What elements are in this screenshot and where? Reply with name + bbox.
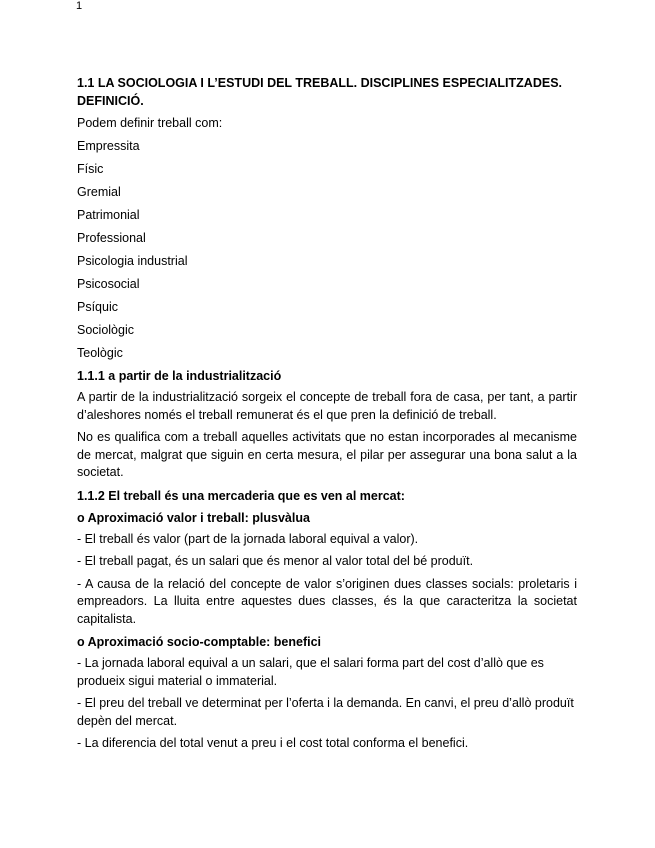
bullet-paragraph: - El treball pagat, és un salari que és menor al valor total del bé produït. bbox=[77, 554, 474, 568]
list-item: Empressita bbox=[77, 139, 140, 153]
list-item: Psicologia industrial bbox=[77, 254, 188, 268]
paragraph: A partir de la industrialització sorgeix el concepte de treball fora de casa, per tant, a partir d’aleshores només el treball remunerat és el que pren la definició de treball. bbox=[77, 390, 577, 422]
sub-subsection-title-benefici: o Aproximació socio-comptable: benefici bbox=[77, 635, 322, 649]
intro-text: Podem definir treball com: bbox=[77, 116, 223, 130]
bullet-paragraph: - El preu del treball ve determinat per l’oferta i la demanda. En canvi, el preu d’allò produït depèn del mercat. bbox=[77, 696, 574, 728]
list-item: Físic bbox=[77, 162, 104, 176]
subsection-title-1-1-2: 1.1.2 El treball és una mercaderia que es ven al mercat: bbox=[77, 488, 405, 503]
list-item: Gremial bbox=[77, 185, 121, 199]
subsection-title-1-1-1: 1.1.1 a partir de la industrialització bbox=[77, 369, 282, 383]
bullet-paragraph: - El treball és valor (part de la jornada laboral equival a valor). bbox=[77, 531, 419, 546]
definition-list bbox=[77, 137, 577, 362]
sub-subsection-title-plusvalua: o Aproximació valor i treball: plusvàlua bbox=[77, 510, 310, 525]
bullet-paragraph: - A causa de la relació del concepte de valor s’originen dues classes socials: proletaris i empreadors. La lluita entre aquestes dues classes, és la que caracteritza la societat capitalista. bbox=[77, 576, 577, 626]
list-item: Sociològic bbox=[77, 323, 134, 337]
paragraph: No es qualifica com a treball aquelles activitats que no estan incorporades al mecanisme de mercat, malgrat que siguin en certa mesura, el pilar per assegurar una bona salut a la societat. bbox=[77, 430, 577, 479]
document-content bbox=[77, 74, 577, 758]
page-number: 1 bbox=[76, 0, 83, 12]
list-item: Teològic bbox=[77, 346, 123, 360]
list-item: Professional bbox=[77, 231, 146, 245]
list-item: Psíquic bbox=[77, 300, 118, 314]
section-heading: 1.1 LA SOCIOLOGIA I L’ESTUDI DEL TREBALL. DISCIPLINES ESPECIALITZADES. DEFINICIÓ. bbox=[77, 76, 563, 108]
bullet-paragraph: - La jornada laboral equival a un salari, que el salari forma part del cost d’allò que es produeix sigui material o immaterial. bbox=[77, 656, 544, 688]
list-item: Psicosocial bbox=[77, 277, 140, 291]
bullet-paragraph: - La diferencia del total venut a preu i el cost total conforma el benefici. bbox=[77, 736, 469, 750]
list-item: Patrimonial bbox=[77, 208, 140, 222]
